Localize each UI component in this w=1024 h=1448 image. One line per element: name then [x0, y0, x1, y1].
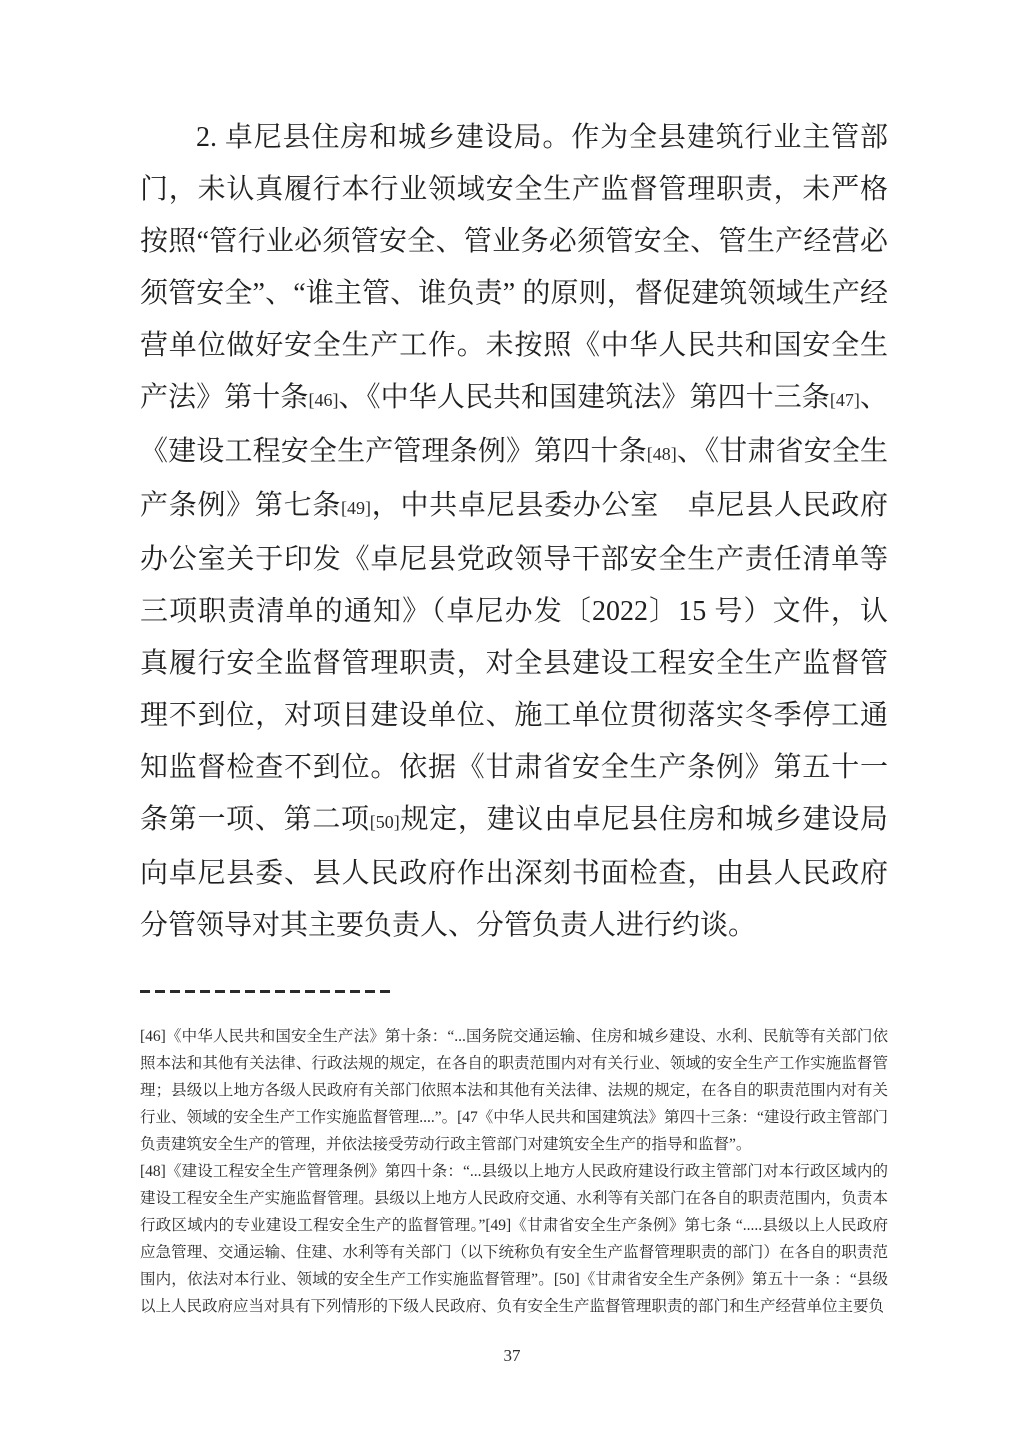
- body-text-segment: 、《甘肃省安全生产条例》第七条: [140, 436, 888, 521]
- body-text-segment: ，中共卓尼县委办公室 卓尼县人民政府办公室关于印发《卓尼县党政领导干部安全生产责任清单等三项职责清单的通知》（卓尼办发〔2022〕15 号）文件，认真履行安全监督管理职责，对全县建设工程安全生产监督管理不到位，对项目建设单位、施工单位贯彻落实冬季停工通知监督检查不到位。依据《甘肃省安全生产条例》第五十一条第一项、第二项: [140, 490, 888, 835]
- body-text-segment: 2. 卓尼县住房和城乡建设局。作为全县建筑行业主管部门，未认真履行本行业领域安全生产监督管理职责，未严格按照“管行业必须管安全、管业务必须管安全、管生产经营必须管安全”、“谁主管、谁负责” 的原则，督促建筑领域生产经营单位做好安全生产工作。未按照《中华人民共和国安全生产法》第十条: [140, 122, 888, 413]
- body-text-segment: 、《建设工程安全生产管理条例》第四十条: [140, 382, 888, 467]
- body-text-segment: 规定，建议由卓尼县住房和城乡建设局向卓尼县委、县人民政府作出深刻书面检查，由县人民政府分管领导对其主要负责人、分管负责人进行约谈。: [140, 804, 888, 941]
- footnotes-section: [140, 1023, 888, 1320]
- footnote-ref-49: [49]: [341, 498, 372, 518]
- body-paragraph: [140, 112, 888, 952]
- footnote-ref-48: [48]: [646, 444, 677, 464]
- footnote-paragraph-2: [48]《建设工程安全生产管理条例》第四十条：“...县级以上地方人民政府建设行政主管部门对本行政区域内的建设工程安全生产实施监督管理。县级以上地方人民政府交通、水利等有关部门在各自的职责范围内，负责本行政区域内的专业建设工程安全生产的监督管理。”[49]《甘肃省安全生产条例》第七条 “.....县级以上人民政府应急管理、交通运输、住建、水利等有关部门（以下统称负有安全生产监督管理职责的部门）在各自的职责范围内，依法对本行业、领域的安全生产工作实施监督管理”。[50]《甘肃省安全生产条例》第五十一条 ：“县级以上人民政府应当对具有下列情形的下级人民政府、负有安全生产监督管理职责的部门和生产经营单位主要负: [140, 1163, 888, 1315]
- footnote-ref-47: [47]: [829, 390, 860, 410]
- page-number: 37: [503, 1346, 521, 1365]
- footnote-ref-50: [50]: [369, 812, 400, 832]
- body-text-segment: 、《中华人民共和国建筑法》第四十三条: [338, 382, 830, 413]
- footnote-ref-46: [46]: [308, 390, 339, 410]
- footnote-separator: [140, 990, 390, 993]
- footnote-paragraph-1: [46]《中华人民共和国安全生产法》第十条：“...国务院交通运输、住房和城乡建设、水利、民航等有关部门依照本法和其他有关法律、行政法规的规定，在各自的职责范围内对有关行业、领域的安全生产工作实施监督管理；县级以上地方各级人民政府有关部门依照本法和其他有关法律、法规的规定，在各自的职责范围内对有关行业、领域的安全生产工作实施监督管理....”。[47《中华人民共和国建筑法》第四十三条：“建设行政主管部门负责建筑安全生产的管理，并依法接受劳动行政主管部门对建筑安全生产的指导和监督”。: [140, 1028, 888, 1153]
